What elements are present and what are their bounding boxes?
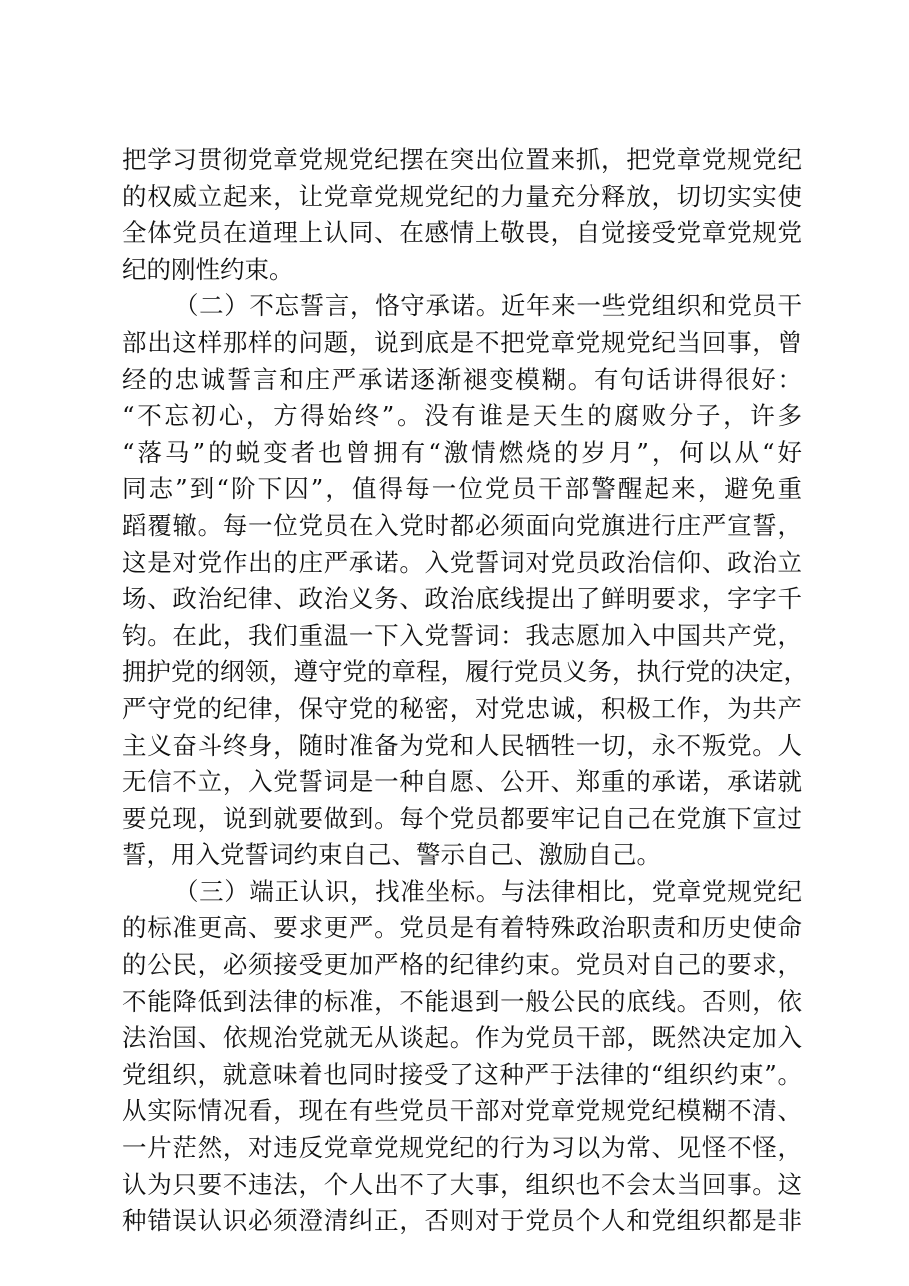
text-line: “不忘初心，方得始终”。没有谁是天生的腐败分子，许多 [122, 401, 802, 431]
text-line: 党组织，就意味着也同时接受了这种严于法律的“组织约束”。 [122, 1059, 802, 1089]
text-line: 法治国、依规治党就无从谈起。作为党员干部，既然决定加入 [122, 1023, 802, 1053]
text-line: “落马”的蜕变者也曾拥有“激情燃烧的岁月”，何以从“好 [122, 437, 802, 467]
section-heading-line: （三）端正认识，找准坐标。与法律相比，党章党规党纪 [174, 876, 802, 906]
text-line: 的权威立起来，让党章党规党纪的力量充分释放，切切实实使 [122, 181, 802, 211]
text-line: 严守党的纪律，保守党的秘密，对党忠诚，积极工作，为共产 [122, 693, 802, 723]
text-line: 一片茫然，对违反党章党规党纪的行为习以为常、见怪不怪， [122, 1133, 802, 1163]
text-line: 誓，用入党誓词约束自己、警示自己、激励自己。 [122, 840, 661, 870]
text-line: 经的忠诚誓言和庄严承诺逐渐褪变模糊。有句话讲得很好： [122, 364, 802, 394]
text-line: 同志”到“阶下囚”，值得每一位党员干部警醒起来，避免重 [122, 474, 802, 504]
text-line: 认为只要不违法，个人出不了大事，组织也不会太当回事。这 [122, 1169, 802, 1199]
text-line: 要兑现，说到就要做到。每个党员都要牢记自己在党旗下宣过 [122, 803, 802, 833]
text-line: 把学习贯彻党章党规党纪摆在突出位置来抓，把党章党规党纪 [122, 145, 802, 174]
section-heading-line: （二）不忘誓言，恪守承诺。近年来一些党组织和党员干 [174, 291, 802, 321]
body-text [122, 142, 808, 1240]
text-line: 部出这样那样的问题，说到底是不把党章党规党纪当回事，曾 [122, 327, 802, 357]
text-line: 全体党员在道理上认同、在感情上敬畏，自觉接受党章党规党 [122, 218, 802, 248]
text-line: 这是对党作出的庄严承诺。入党誓词对党员政治信仰、政治立 [122, 547, 802, 577]
text-line: 拥护党的纲领，遵守党的章程，履行党员义务，执行党的决定， [122, 657, 808, 687]
text-line: 主义奋斗终身，随时准备为党和人民牺牲一切，永不叛党。人 [122, 730, 802, 760]
text-line: 的标准更高、要求更严。党员是有着特殊政治职责和历史使命 [122, 913, 802, 943]
text-line: 钧。在此，我们重温一下入党誓词：我志愿加入中国共产党， [122, 620, 802, 650]
text-line: 从实际情况看，现在有些党员干部对党章党规党纪模糊不清、 [122, 1096, 802, 1126]
text-line: 的公民，必须接受更加严格的纪律约束。党员对自己的要求， [122, 950, 802, 980]
text-line: 蹈覆辙。每一位党员在入党时都必须面向党旗进行庄严宣誓， [122, 510, 802, 540]
text-line: 无信不立，入党誓词是一种自愿、公开、郑重的承诺，承诺就 [122, 767, 802, 797]
text-line: 种错误认识必须澄清纠正，否则对于党员个人和党组织都是非 [122, 1206, 802, 1236]
text-line: 不能降低到法律的标准，不能退到一般公民的底线。否则，依 [122, 986, 802, 1016]
text-line: 场、政治纪律、政治义务、政治底线提出了鲜明要求，字字千 [122, 584, 802, 614]
text-line: 纪的刚性约束。 [122, 254, 294, 284]
